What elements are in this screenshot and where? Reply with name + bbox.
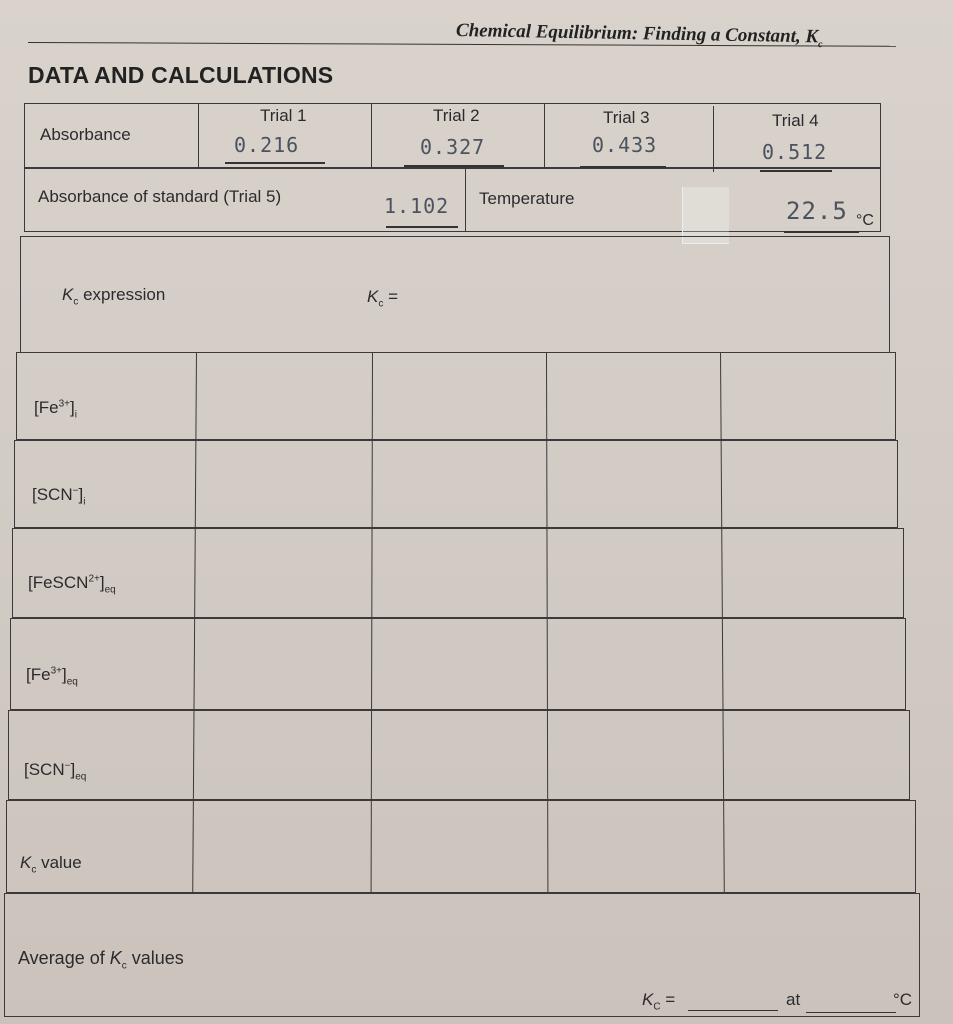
underline (225, 162, 325, 164)
trial-4-absorbance: 0.512 (762, 140, 828, 164)
scn-initial-row (14, 440, 898, 528)
underline (784, 231, 859, 233)
divider (198, 103, 199, 168)
trial-1-label: Trial 1 (260, 106, 307, 125)
row-label-fe3-eq: $[Fe^{3+}]_{eq}$ (26, 665, 78, 688)
standard-label: Absorbance of standard (Trial 5) (38, 187, 282, 206)
row-label-fescn-eq: $[FeSCN^{2+}]_{eq}$ (28, 573, 116, 596)
trial-2-absorbance: 0.327 (420, 135, 486, 159)
average-kc-label: $K_C$ = (642, 990, 676, 1013)
divider (713, 106, 714, 172)
section-title: DATA AND CALCULATIONS (28, 62, 334, 88)
average-at-label: at (786, 990, 801, 1009)
fescn-eq-row (12, 528, 904, 618)
underline (404, 165, 504, 167)
average-label: Average of $K_c$ values (18, 948, 184, 972)
fe3-initial-row (16, 352, 896, 440)
temperature-unit: °C (856, 212, 874, 229)
temperature-value: 22.5 (786, 197, 848, 225)
row-label-scn-initial: $[SCN^-]_i$ (32, 485, 86, 508)
absorbance-label: Absorbance (40, 125, 131, 144)
divider (465, 168, 466, 232)
fe3-eq-row (10, 618, 906, 710)
worksheet-header: Chemical Equilibrium: Finding a Constant, $K_c$ (455, 20, 823, 51)
underline (386, 226, 458, 228)
trial-3-absorbance: 0.433 (592, 133, 658, 157)
divider (371, 103, 372, 168)
kc-expression-label: $K_c$ expression (62, 285, 166, 308)
row-label-scn-eq: $[SCN^-]_{eq}$ (24, 760, 87, 783)
trial-1-absorbance: 0.216 (234, 133, 300, 157)
trial-2-label: Trial 2 (433, 106, 480, 125)
divider (544, 103, 545, 168)
scn-eq-row (8, 710, 910, 800)
kc-value-row (6, 800, 916, 893)
trial-4-label: Trial 4 (772, 111, 819, 130)
row-label-kc-value: $K_c$ value (20, 853, 82, 876)
standard-absorbance: 1.102 (384, 194, 450, 218)
row-label-fe3-initial: $[Fe^{3+}]_i$ (34, 398, 77, 421)
kc-equals: $K_c$ = (367, 287, 398, 310)
average-temp-unit: °C (893, 990, 913, 1009)
temperature-label: Temperature (479, 189, 575, 208)
trial-3-label: Trial 3 (603, 108, 650, 127)
average-temp-blank (806, 1012, 896, 1013)
average-kc-blank (688, 1010, 778, 1011)
